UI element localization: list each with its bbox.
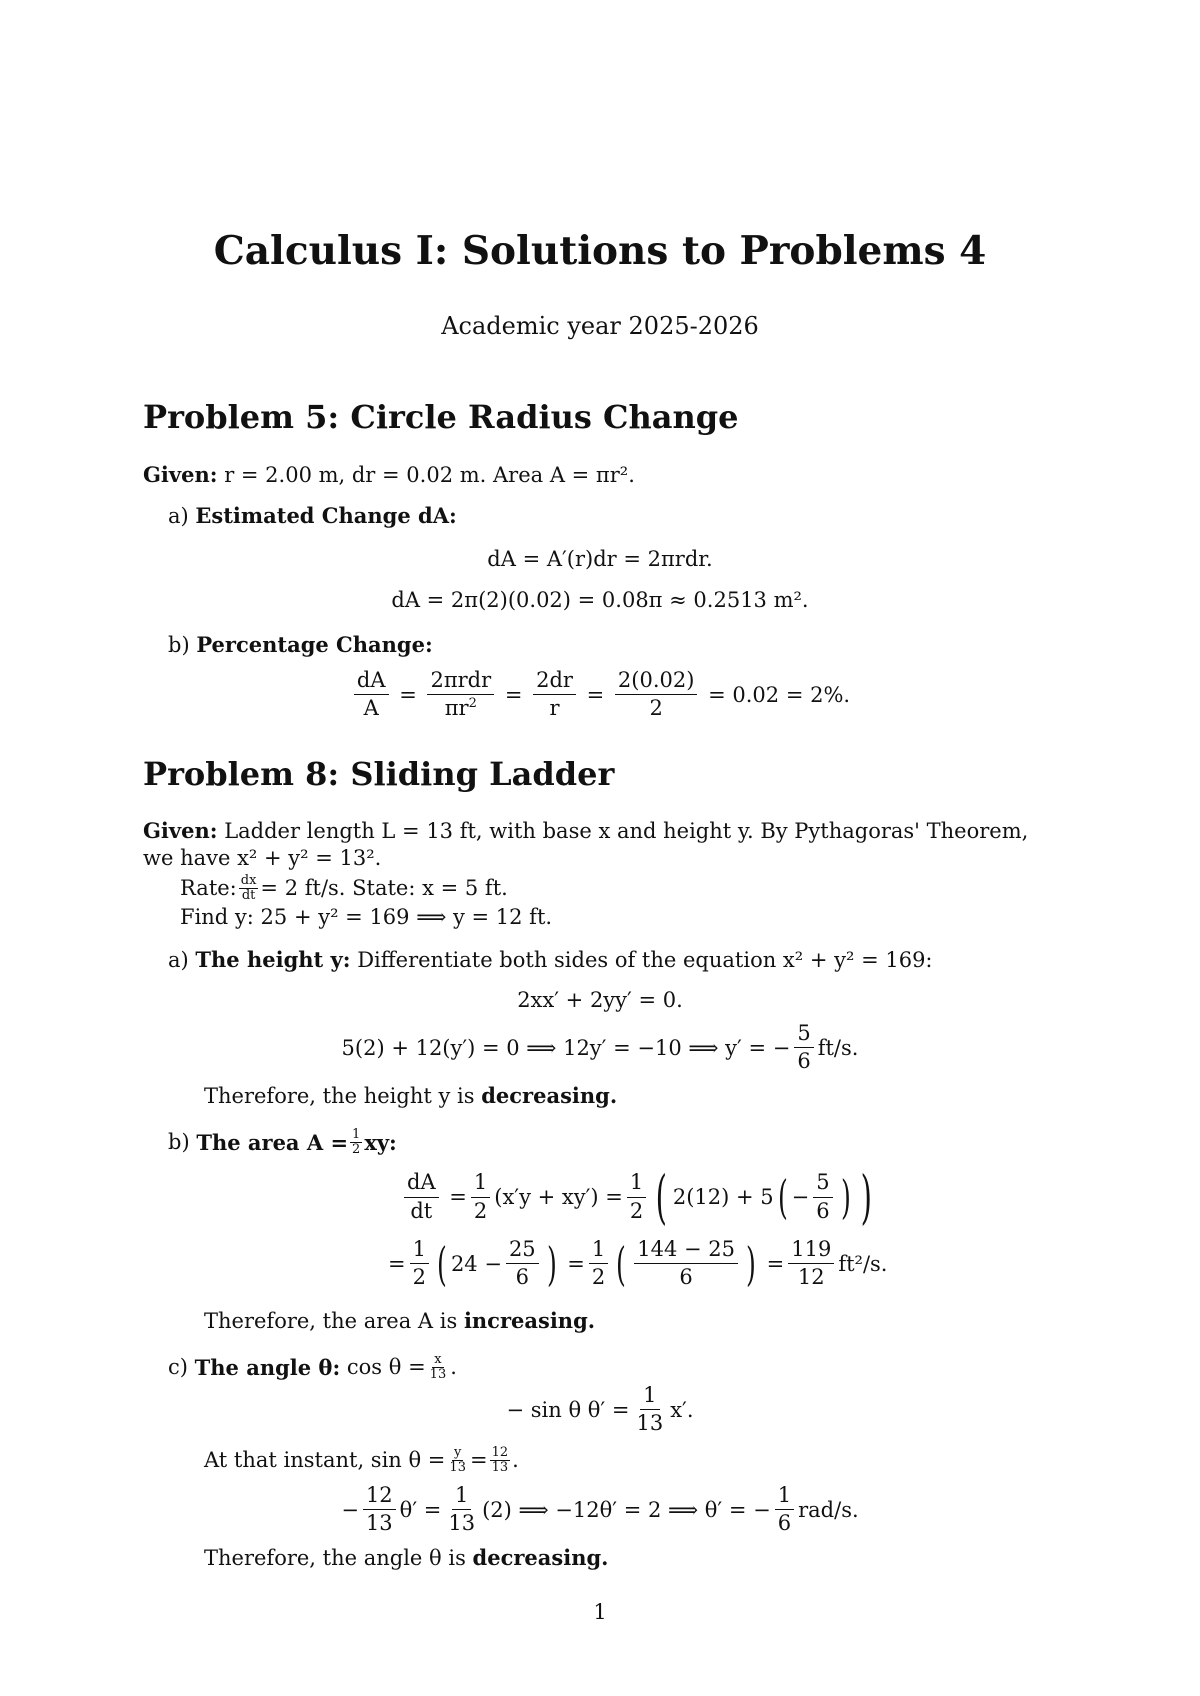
part-label: The angle θ: [194,1354,341,1380]
problem5-eq-b: $\frac{dA}{A}$ = $\frac{\text{2πrdr}}{\pi r^2}$ = $\frac{2dr}{r}$ = $\frac{2(0.02)}{2}$ = 0.02 = 2%. [0,668,1200,720]
problem8-eq-a2 [0,1022,1200,1073]
equation-text: (2) ⟹ −12θ′ = 2 ⟹ θ′ = − [482,1497,771,1522]
fraction: $\frac{25}{6}$ [506,1238,539,1289]
problem5-eq-a1: dA = A′(r)dr = 2πrdr. [487,547,713,571]
conclusion-word: decreasing. [472,1545,609,1570]
part-label-tail: cos θ = [346,1354,426,1379]
document-title: Calculus I: Solutions to Problems 4 [213,228,987,274]
problem8-given-1 [143,818,1028,844]
conclusion-word: decreasing. [481,1083,618,1108]
instant-text: At that instant, sin θ = [204,1447,446,1472]
conclusion-text: Therefore, the angle θ is [204,1546,466,1570]
fraction: $\frac{1}{2}$ [627,1171,646,1222]
conclusion-text: Therefore, the area A is [204,1309,458,1333]
result-text: = 0.02 = 2%. [708,682,851,707]
part-label: Percentage Change: [196,632,433,657]
small-fraction: $\frac{dx}{dt}$ [240,873,257,903]
fraction: $\frac{5}{6}$ [813,1171,832,1222]
given-text: r = 2.00 m, dr = 0.02 m. Area A = πr². [224,463,635,487]
problem8-find: Find y: 25 + y² = 169 ⟹ y = 12 ft. [180,905,553,929]
part-label: The area A = [196,1129,349,1155]
problem8-a-conclusion [204,1083,617,1109]
page-number: 1 [593,1600,607,1624]
problem5-heading: Problem 5: Circle Radius Change [143,398,739,436]
small-fraction: $\frac{y}{13}$ [449,1445,466,1475]
fraction: $\frac{\text{2πrdr}}{\pi r^2}$ [427,669,494,720]
part-label-tail: xy: [364,1129,397,1155]
part-marker: b) [168,633,190,657]
fraction: $\frac{1}{2}$ [410,1238,429,1289]
fraction: $\frac{12}{13}$ [363,1484,396,1535]
problem5-eq-a2: dA = 2π(2)(0.02) = 0.08π ≈ 0.2513 m². [391,588,809,612]
part-marker: a) [168,504,189,528]
problem8-rate [180,874,508,902]
fraction: $\frac{dA}{A}$ [354,669,389,720]
problem8-eq-b1: $\frac{dA}{dt}$ = $\frac{1}{2}$ (x′y + xy′) = $\frac{1}{2}$ ( 2(12) + 5 ( − $\frac{5}{6}$ ) ) [400,1168,877,1226]
fraction: $\frac{1}{13}$ [636,1383,664,1436]
fraction: $\frac{1}{13}$ [448,1483,476,1536]
part-marker: b) [168,1129,190,1154]
problem8-eq-c1 [0,1384,1200,1435]
part-text: Differentiate both sides of the equation x² + y² = 169: [357,948,933,972]
fraction: $\frac{1}{6}$ [775,1484,794,1535]
small-fraction: $\frac{12}{13}$ [491,1445,509,1475]
problem8-part-a [168,947,933,973]
problem5-given [143,462,635,488]
equation-text: x′. [670,1397,694,1422]
problem5-part-a [168,503,457,529]
given-label: Given: [143,462,218,487]
equation-text: − sin θ θ′ = [506,1397,630,1422]
conclusion-text: Therefore, the height y is [204,1084,475,1108]
unit-text: ft²/s. [838,1251,888,1276]
problem8-b-conclusion [204,1308,595,1334]
problem8-eq-b2: = $\frac{1}{2}$ ( 24 − $\frac{25}{6}$ ) = $\frac{1}{2}$ ( $\frac{144 - 25}{6}$ ) = $\frac{119}{12}$ ft²/s. [388,1236,888,1291]
equation-text: 5(2) + 12(y′) = 0 ⟹ 12y′ = −10 ⟹ y′ = − [341,1035,791,1060]
unit-text: rad/s. [798,1497,859,1522]
problem8-part-c: c) The angle θ: cos θ = $\frac{x}{13}$ . [168,1352,457,1382]
fraction: $\frac{119}{12}$ [788,1238,834,1289]
fraction: $\frac{5}{6}$ [794,1022,813,1073]
fraction: $\frac{1}{2}$ [589,1238,608,1289]
part-marker: c) [168,1354,188,1379]
rate-text: = 2 ft/s. State: x = 5 ft. [260,875,508,900]
problem8-c-instant: At that instant, sin θ = $\frac{y}{13}$ = $\frac{12}{13}$ . [204,1445,519,1475]
problem5-part-b [168,632,433,658]
document-subtitle: Academic year 2025-2026 [441,312,759,340]
problem8-c-conclusion [204,1545,608,1571]
part-label: The height y: [195,947,351,972]
fraction: $\frac{144 - 25}{6}$ [634,1238,738,1289]
small-fraction: $\frac{x}{13}$ [429,1352,447,1382]
problem8-eq-c2: − $\frac{12}{13}$ θ′ = $\frac{1}{13}$ (2) ⟹ −12θ′ = 2 ⟹ θ′ = − $\frac{1}{6}$ rad/s. [341,1483,859,1536]
fraction: $\frac{dA}{dt}$ [404,1171,439,1222]
part-label: Estimated Change dA: [195,503,457,528]
small-fraction: $\frac{1}{2}$ [352,1127,361,1157]
fraction: $\frac{2(0.02)}{2}$ [615,669,698,720]
problem8-heading: Problem 8: Sliding Ladder [143,755,615,793]
unit-text: ft/s. [817,1035,859,1060]
fraction: $\frac{2dr}{r}$ [533,669,576,720]
problem8-given-2: we have x² + y² = 13². [143,846,382,870]
rate-label: Rate: [180,875,237,900]
given-text: Ladder length L = 13 ft, with base x and height y. By Pythagoras' Theorem, [224,819,1029,843]
fraction: $\frac{1}{2}$ [471,1171,490,1222]
conclusion-word: increasing. [463,1308,596,1333]
given-label: Given: [143,818,218,843]
problem8-part-b [168,1128,397,1156]
part-marker: a) [168,948,189,972]
problem8-eq-a1: 2xx′ + 2yy′ = 0. [517,988,683,1012]
